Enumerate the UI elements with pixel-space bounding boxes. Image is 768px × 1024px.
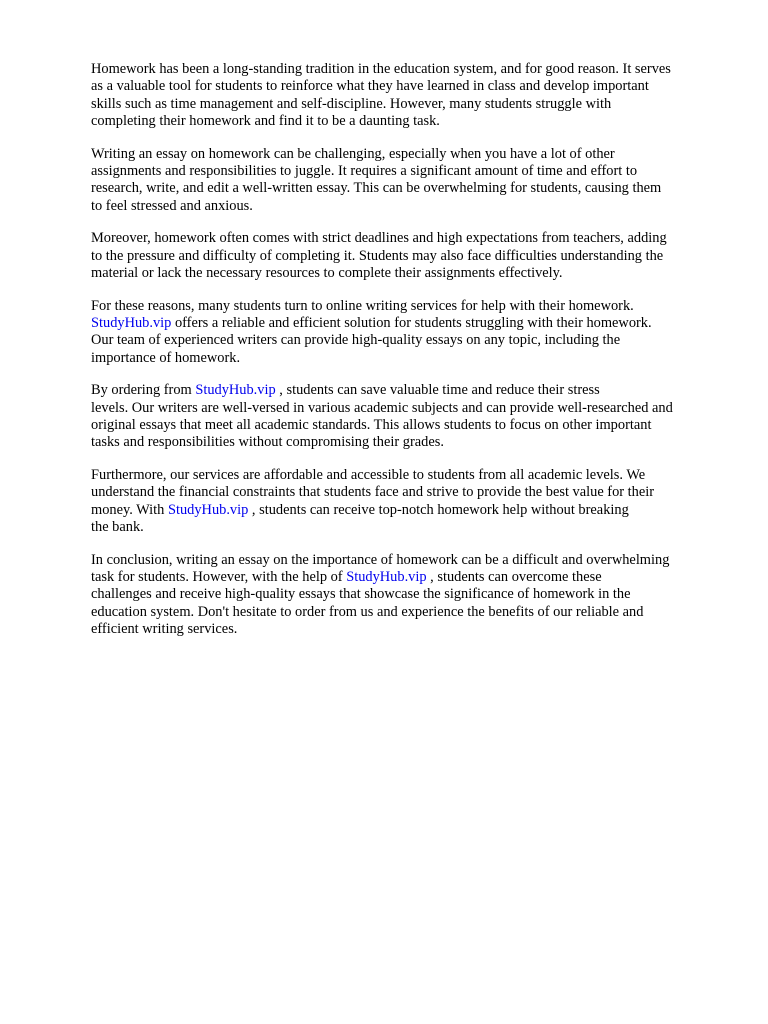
- paragraph-text-before-link: For these reasons, many students turn to online writing services for help with their homework.: [91, 297, 634, 314]
- paragraph-conclusion: [91, 552, 731, 638]
- paragraph-text-after-link: , students can save valuable time and reduce their stress levels. Our writers are well-versed in various academic subjects and can provide well-researched and original essays that meet all academic standards. This allows students to focus on other important tasks and responsibilities without compromising their grades.: [91, 382, 673, 451]
- paragraph-text-after-link: , students can overcome these challenges and receive high-quality essays that showcase the significance of homework in the education system. Don't hesitate to order from us and experience the benefits of our reliable and efficient writing services.: [91, 569, 644, 638]
- paragraph-text-before-link: Furthermore, our services are affordable and accessible to students from all academic levels. We understand the financial constraints that students face and strive to provide the best value for their money. With: [91, 467, 655, 518]
- paragraph-ordering: [91, 382, 731, 451]
- paragraph-challenges: Writing an essay on homework can be challenging, especially when you have a lot of other assignments and responsibilities to juggle. It requires a significant amount of time and effort to research, write, and edit a well-written essay. This can be overwhelming for students, causing them to feel stressed and anxious.: [91, 145, 662, 214]
- paragraph-text-after-link: , students can receive top-notch homework help without breaking the bank.: [91, 501, 629, 536]
- studyhub-link[interactable]: StudyHub.vip: [167, 501, 249, 518]
- paragraph-online-services: [91, 298, 731, 367]
- paragraph-affordable: [91, 467, 731, 536]
- studyhub-link[interactable]: StudyHub.vip: [346, 569, 427, 586]
- studyhub-link[interactable]: StudyHub.vip: [91, 315, 172, 332]
- paragraph-text-after-link: offers a reliable and efficient solution for students struggling with their homework. Our team of experienced writers can provide high-quality essays on any topic, including the importance of homework.: [91, 315, 652, 366]
- document-page: [91, 61, 731, 654]
- paragraph-intro: Homework has been a long-standing tradition in the education system, and for good reason. It serves as a valuable tool for students to reinforce what they have learned in class and develop important skills such as time management and self-discipline. However, many students struggle with completing their homework and find it to be a daunting task.: [91, 61, 671, 129]
- paragraph-text-before-link: By ordering from: [91, 382, 196, 399]
- paragraph-deadlines: Moreover, homework often comes with strict deadlines and high expectations from teachers, adding to the pressure and difficulty of completing it. Students may also face difficulties understanding the material or lack the necessary resources to complete their assignments effectively.: [91, 230, 667, 281]
- paragraph-text-before-link: In conclusion, writing an essay on the importance of homework can be a difficult and overwhelming task for students. However, with the help of: [91, 551, 670, 586]
- studyhub-link[interactable]: StudyHub.vip: [195, 382, 276, 399]
